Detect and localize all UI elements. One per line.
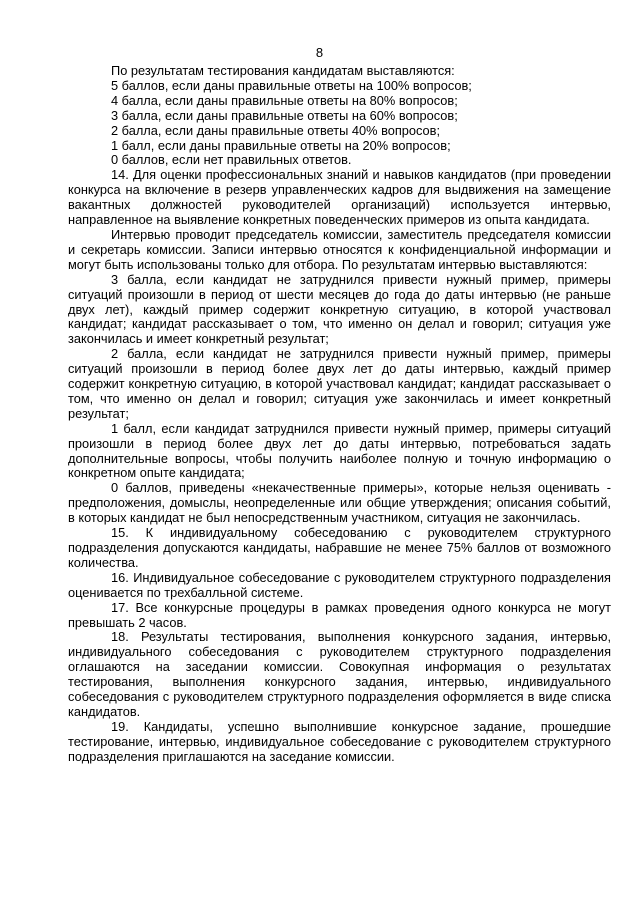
- paragraph-interview: Интервью проводит председатель комиссии, заместитель председателя комиссии и секретарь комиссии. Записи интервью относятся к конфиденциальной информации и могут быть использованы только для отбора. По результатам интервью выставляются:: [68, 226, 611, 272]
- paragraph-14: 14. Для оценки профессиональных знаний и навыков кандидатов (при проведении конкурса на включение в резерв управленческих кадров для выдвижения на замещение вакантных должностей руководителей организаций) используется интервью, направленное на выявление конкретных поведенческих примеров из опыта кандидата.: [68, 167, 611, 228]
- scores-intro: По результатам тестирования кандидатам выставляются:: [111, 63, 455, 78]
- paragraph-interview-0-points: 0 баллов, приведены «некачественные примеры», которые нельзя оценивать - предположения, домыслы, неопределенные или общие утверждения; описания событий, в которых кандидат не был непосредственным участником, ситуация не закончилась.: [68, 480, 611, 526]
- paragraph-19: 19. Кандидаты, успешно выполнившие конкурсное задание, прошедшие тестирование, интервью, индивидуальное собеседование с руководителем структурного подразделения приглашаются на заседание комиссии.: [68, 718, 611, 764]
- page-body: [68, 64, 611, 765]
- paragraph-18: 18. Результаты тестирования, выполнения конкурсного задания, интервью, индивидуального собеседования с руководителем структурного подразделения оглашаются на заседании комиссии. Совокупная информация о результатах тестирования, выполнения конкурсного задания, интервью, индивидуального собеседования с руководителем структурного подразделения оформляется в виде списка кандидатов.: [68, 629, 611, 719]
- paragraph-17: 17. Все конкурсные процедуры в рамках проведения одного конкурса не могут превышать 2 часов.: [68, 599, 611, 630]
- score-line-5: 5 баллов, если даны правильные ответы на 100% вопросов;: [111, 77, 472, 93]
- page-number: 8: [315, 45, 324, 60]
- paragraph-interview-3-points: 3 балла, если кандидат не затруднился привести нужный пример, примеры ситуаций произошли в период от шести месяцев до года до даты интервью (не раньше двух лет), каждый пример содержит конкретную ситуацию, в которой участвовал кандидат; кандидат рассказывает о том, что именно он делал и говорил; ситуация уже закончилась и имеет конкретный результат;: [68, 271, 611, 347]
- paragraph-15: 15. К индивидуальному собеседованию с руководителем структурного подразделения допускаются кандидаты, набравшие не менее 75% баллов от возможного количества.: [68, 525, 611, 570]
- paragraph-interview-2-points: 2 балла, если кандидат не затруднился привести нужный пример, примеры ситуаций произошли в период более двух лет до даты интервью, каждый пример содержит конкретную ситуацию, в которой участвовал кандидат; кандидат рассказывает о том, что именно он делал и говорил; ситуация уже закончилась и имеет конкретный результат;: [68, 346, 611, 421]
- paragraph-16: 16. Индивидуальное собеседование с руководителем структурного подразделения оценивается по трехбалльной системе.: [68, 569, 611, 600]
- score-line-3: 3 балла, если даны правильные ответы на 60% вопросов;: [111, 107, 458, 123]
- score-line-0: 0 баллов, если нет правильных ответов.: [111, 152, 352, 168]
- paragraph-interview-1-point: 1 балл, если кандидат затруднился привести нужный пример, примеры ситуаций произошли в период более двух лет до даты интервью, потребоваться задать дополнительные вопросы, чтобы получить наиболее полную и точную информацию о конкретном опыте кандидата;: [68, 420, 611, 481]
- score-line-2: 2 балла, если даны правильные ответы 40% вопросов;: [111, 122, 441, 138]
- score-line-4: 4 балла, если даны правильные ответы на 80% вопросов;: [111, 92, 458, 108]
- score-line-1: 1 балл, если даны правильные ответы на 20% вопросов;: [111, 137, 451, 153]
